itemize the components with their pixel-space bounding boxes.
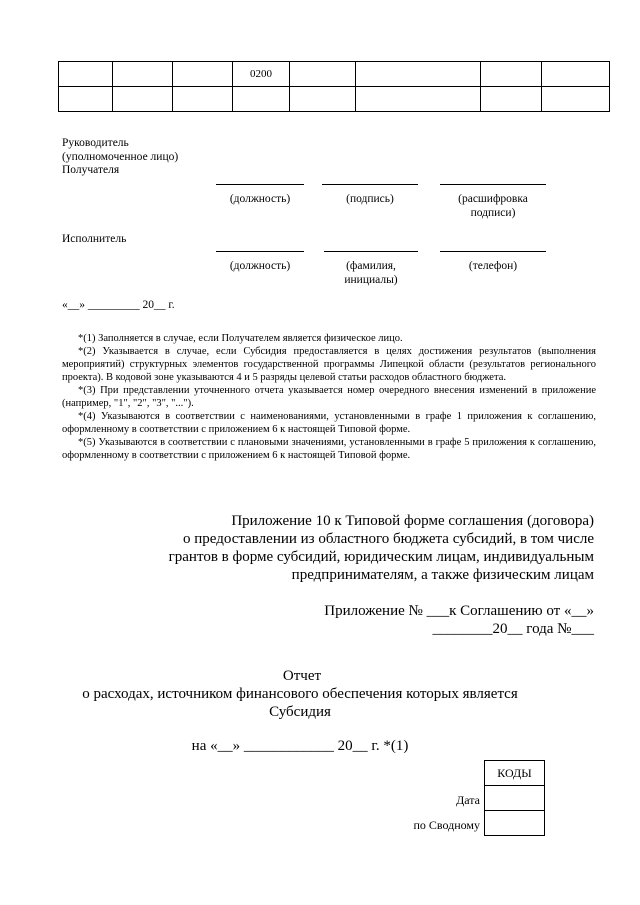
table-cell	[233, 87, 290, 112]
table-cell	[542, 62, 610, 87]
signature-date: «__» _________ 20__ г.	[62, 299, 175, 311]
footnotes	[62, 332, 596, 462]
code-date-cell	[485, 786, 545, 811]
appendix-line: грантов в форме субсидий, юридическим лицам, индивидуальным	[168, 549, 594, 565]
table-cell: 0200	[233, 62, 290, 87]
table-cell	[290, 62, 356, 87]
signature-line	[216, 184, 304, 185]
signature-line	[440, 251, 546, 252]
table-cell	[113, 87, 173, 112]
table-cell	[173, 62, 233, 87]
table-row	[485, 786, 545, 811]
signature-line	[440, 184, 546, 185]
executor-label: Исполнитель	[62, 233, 127, 245]
head-label-line: Получателя	[62, 164, 120, 176]
table-row	[59, 62, 610, 87]
appendix-line: ________20__ года №___	[432, 621, 594, 637]
footnote: *(3) При представлении уточненного отчета указывается номер очередного внесения изменений в приложение (например, "1", "2", "3", "...").	[62, 385, 596, 409]
report-title: Отчет	[282, 668, 322, 684]
caption-line: (фамилия,	[346, 260, 396, 272]
table-cell	[356, 87, 481, 112]
table-cell	[59, 62, 113, 87]
appendix-line: о предоставлении из областного бюджета субсидий, в том числе	[183, 531, 594, 547]
head-label-line: Руководитель	[62, 137, 129, 149]
caption-line: (расшифровка	[458, 193, 528, 205]
caption-phone: (телефон)	[468, 260, 518, 272]
caption-position: (должность)	[229, 260, 291, 272]
codes-header: КОДЫ	[485, 761, 545, 786]
code-svod-cell	[485, 811, 545, 836]
footnote: *(4) Указываются в соответствии с наименованиями, установленными в графе 1 приложения к соглашению, оформленному в соответствии с приложением 6 к настоящей Типовой форме.	[62, 411, 596, 435]
table-cell	[356, 62, 481, 87]
table-cell	[481, 62, 542, 87]
footnote: *(5) Указываются в соответствии с плановыми значениями, установленными в графе 5 приложения к соглашению, оформленному в соответствии с приложением 6 к настоящей Типовой форме.	[62, 437, 596, 461]
head-label-line: (уполномоченное лицо)	[62, 150, 179, 163]
footnote: *(1) Заполняется в случае, если Получателем является физическое лицо.	[78, 333, 403, 344]
report-subtitle	[40, 685, 560, 721]
report-subtitle-line: Субсидия	[269, 704, 331, 720]
caption-position: (должность)	[229, 193, 291, 205]
table-cell	[59, 87, 113, 112]
report-date: на «__» ____________ 20__ г. *(1)	[191, 738, 409, 754]
table-row	[485, 761, 545, 786]
caption-signature: (подпись)	[346, 193, 394, 205]
signature-line	[322, 184, 418, 185]
caption-decoding	[440, 192, 546, 220]
code-label-svod: по Сводному	[413, 818, 480, 832]
signature-line	[216, 251, 304, 252]
footnote: *(2) Указывается в случае, если Субсидия предоставляется в целях достижения результатов (выполнения мероприятий) структурных элементов государственной программы Липецкой области (результатов регионального проекта). В кодовой зоне указываются 4 и 5 разряды целевой статьи расходов областного бюджета.	[62, 346, 596, 383]
table-row	[485, 811, 545, 836]
table-row	[59, 87, 610, 112]
caption-line: инициалы)	[344, 274, 398, 286]
signature-line	[324, 251, 418, 252]
codes-table	[484, 760, 545, 836]
table-cell	[542, 87, 610, 112]
caption-name	[324, 259, 418, 287]
top-table	[58, 61, 610, 112]
head-label	[62, 137, 178, 178]
table-cell	[173, 87, 233, 112]
table-cell	[113, 62, 173, 87]
appendix-header	[134, 512, 594, 638]
code-label-date: Дата	[456, 793, 480, 807]
appendix-line: предпринимателям, а также физическим лицам	[291, 567, 594, 583]
caption-line: подписи)	[470, 207, 516, 219]
appendix-line: Приложение 10 к Типовой форме соглашения (договора)	[231, 513, 594, 529]
appendix-line: Приложение № ___к Соглашению от «__»	[324, 603, 594, 619]
report-subtitle-line: о расходах, источником финансового обеспечения которых является	[82, 686, 518, 702]
table-cell	[481, 87, 542, 112]
table-cell	[290, 87, 356, 112]
